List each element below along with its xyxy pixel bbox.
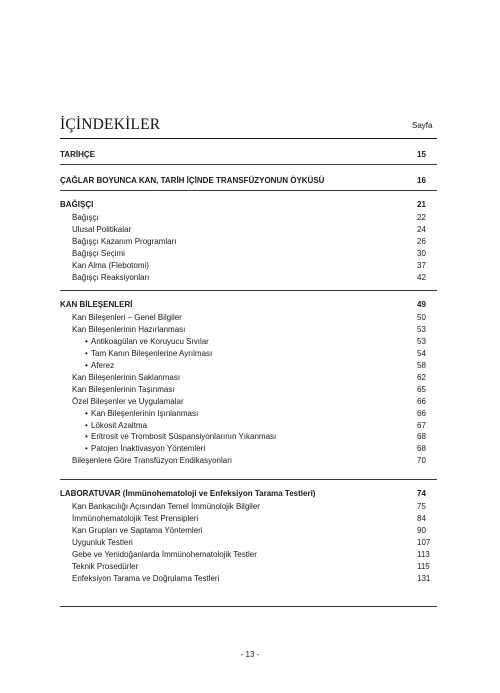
toc-entry[interactable] xyxy=(60,573,437,584)
toc-entry[interactable] xyxy=(60,360,437,371)
toc-entry[interactable] xyxy=(60,431,437,442)
toc-entry-label: Kan Bileşenlerinin Taşınması xyxy=(72,384,175,394)
section-divider xyxy=(60,290,437,291)
toc-entry-label: Kan Bileşenlerinin Işınlanması xyxy=(91,408,199,418)
toc-section-heading[interactable] xyxy=(60,299,437,310)
toc-entry-page: 66 xyxy=(417,396,426,406)
toc-entry-page: 68 xyxy=(417,444,426,454)
toc-section-heading[interactable] xyxy=(60,175,437,186)
toc-entry-label: Aferez xyxy=(91,361,115,370)
toc-entry[interactable] xyxy=(60,348,437,359)
toc-entry-label: Uygunluk Testleri xyxy=(72,538,133,548)
toc-entry[interactable] xyxy=(60,312,437,323)
toc-entry[interactable] xyxy=(60,372,437,383)
section-heading-label: BAĞIŞÇI xyxy=(60,200,94,209)
toc-entry[interactable] xyxy=(60,212,437,223)
toc-entry-label: İmmünohematolojik Test Prensipleri xyxy=(72,514,199,524)
page-number-footer: - 13 - xyxy=(240,650,260,659)
section-page-number: 16 xyxy=(417,176,426,185)
toc-entry[interactable] xyxy=(60,525,437,536)
toc-entry-label: Patojen İnaktivasyon Yöntemleri xyxy=(91,444,206,454)
toc-entry-label: Özel Bileşenler ve Uygulamalar xyxy=(72,396,184,406)
toc-entry-page: 58 xyxy=(417,361,426,370)
section-divider xyxy=(60,138,437,139)
toc-entry[interactable] xyxy=(60,396,437,407)
toc-entry[interactable] xyxy=(60,455,437,466)
toc-entry[interactable] xyxy=(60,384,437,395)
toc-entry-label: Bileşenlere Göre Transfüzyon Endikasyonları xyxy=(72,456,233,466)
toc-entry-page: 90 xyxy=(417,526,426,536)
toc-entry-label: Antikoagülan ve Koruyucu Sıvılar xyxy=(91,337,209,347)
toc-entry-label: Teknik Prosedürler xyxy=(72,561,139,571)
section-divider xyxy=(60,479,437,480)
toc-entry[interactable] xyxy=(60,336,437,347)
toc-entry[interactable] xyxy=(60,420,437,431)
toc-entry-label: Bağışçı Kazanım Programları xyxy=(72,237,177,247)
section-page-number: 21 xyxy=(417,200,426,209)
toc-entry-page: 107 xyxy=(417,538,431,548)
toc-entry-page: 131 xyxy=(417,573,431,583)
toc-section-heading[interactable] xyxy=(60,488,437,499)
toc-entry-label: Kan Grupları ve Saptama Yöntemleri xyxy=(72,526,203,536)
toc-entry[interactable] xyxy=(60,443,437,454)
toc-entry[interactable] xyxy=(60,513,437,524)
toc-entry-page: 30 xyxy=(417,249,426,259)
toc-entry-label: Tam Kanın Bileşenlerine Ayrılması xyxy=(91,349,213,359)
section-page-number: 15 xyxy=(417,150,426,159)
toc-entry[interactable] xyxy=(60,224,437,235)
section-divider xyxy=(60,164,437,165)
bullet-icon: • xyxy=(85,420,88,430)
toc-entry-page: 22 xyxy=(417,213,426,223)
toc-entry-label: Bağışçı Seçimi xyxy=(72,249,125,259)
toc-entry[interactable] xyxy=(60,561,437,572)
toc-entry-label: Kan Alma (Flebotomi) xyxy=(72,261,149,270)
toc-entry-page: 70 xyxy=(417,456,426,466)
bullet-icon: • xyxy=(85,444,88,454)
toc-entry-page: 53 xyxy=(417,325,426,335)
toc-entry-page: 68 xyxy=(417,432,426,442)
toc-entry-page: 54 xyxy=(417,349,426,359)
toc-entry-page: 84 xyxy=(417,514,426,524)
toc-entry-page: 37 xyxy=(417,261,426,270)
toc-entry[interactable] xyxy=(60,272,437,283)
toc-entry-page: 65 xyxy=(417,384,426,394)
toc-entry-page: 62 xyxy=(417,372,426,382)
toc-entry-page: 115 xyxy=(417,561,430,571)
section-heading-label: LABORATUVAR (İmmünohematoloji ve Enfeksiyon Tarama Testleri) xyxy=(60,489,316,498)
toc-entry-page: 24 xyxy=(417,225,426,235)
toc-entry-page: 53 xyxy=(417,337,426,347)
section-divider xyxy=(60,606,437,607)
toc-entry-label: Gebe ve Yenidoğanlarda İmmünohematolojik Testler xyxy=(72,550,257,559)
bullet-icon: • xyxy=(85,337,88,347)
toc-entry[interactable] xyxy=(60,408,437,419)
toc-entry[interactable] xyxy=(60,501,437,512)
section-divider xyxy=(60,190,437,191)
toc-section-heading[interactable] xyxy=(60,149,437,160)
toc-entry-label: Bağışçı xyxy=(72,213,99,223)
bullet-icon: • xyxy=(85,349,88,359)
toc-entry-label: Kan Bileşenlerinin Saklanması xyxy=(72,372,181,382)
page-title: İÇİNDEKİLER xyxy=(60,116,161,133)
bullet-icon: • xyxy=(85,408,88,418)
toc-entry[interactable] xyxy=(60,248,437,259)
toc-section-heading[interactable] xyxy=(60,199,437,210)
toc-entry-page: 66 xyxy=(417,408,426,418)
section-page-number: 49 xyxy=(417,300,426,309)
toc-entry-page: 50 xyxy=(417,313,426,323)
toc-entry-label: Kan Bileşenleri – Genel Bilgiler xyxy=(72,313,182,323)
toc-entry-page: 75 xyxy=(417,502,426,512)
toc-entry[interactable] xyxy=(60,549,437,560)
toc-entry-label: Kan Bileşenlerinin Hazırlanması xyxy=(72,325,186,335)
toc-entry-label: Lökosit Azaltma xyxy=(91,420,148,430)
bullet-icon: • xyxy=(85,432,88,442)
toc-entry-page: 26 xyxy=(417,237,426,247)
toc-entry[interactable] xyxy=(60,236,437,247)
toc-entry-label: Ulusal Politikalar xyxy=(72,225,132,235)
bullet-icon: • xyxy=(85,361,88,370)
section-heading-label: ÇAĞLAR BOYUNCA KAN, TARİH İÇİNDE TRANSFÜZYONUN ÖYKÜSÜ xyxy=(60,176,325,185)
section-heading-label: KAN BİLEŞENLERİ xyxy=(60,300,133,309)
toc-entry-page: 67 xyxy=(417,420,426,430)
toc-entry[interactable] xyxy=(60,537,437,548)
section-heading-label: TARİHÇE xyxy=(60,150,95,159)
section-page-number: 74 xyxy=(417,489,426,498)
toc-entry-label: Eritrosit ve Trombosit Süspansiyonlarının Yıkanması xyxy=(91,432,277,442)
toc-entry-label: Bağışçı Reaksiyonları xyxy=(72,272,150,282)
toc-entry-label: Kan Bankacılığı Açısından Temel İmmünolojik Bilgiler xyxy=(72,502,260,512)
toc-entry-label: Enfeksiyon Tarama ve Doğrulama Testleri xyxy=(72,573,220,583)
toc-entry[interactable] xyxy=(60,260,437,271)
toc-entry-page: 113 xyxy=(417,550,430,559)
toc-entry-page: 42 xyxy=(417,272,426,282)
page-column-label: Sayfa xyxy=(412,121,433,130)
toc-entry[interactable] xyxy=(60,324,437,335)
